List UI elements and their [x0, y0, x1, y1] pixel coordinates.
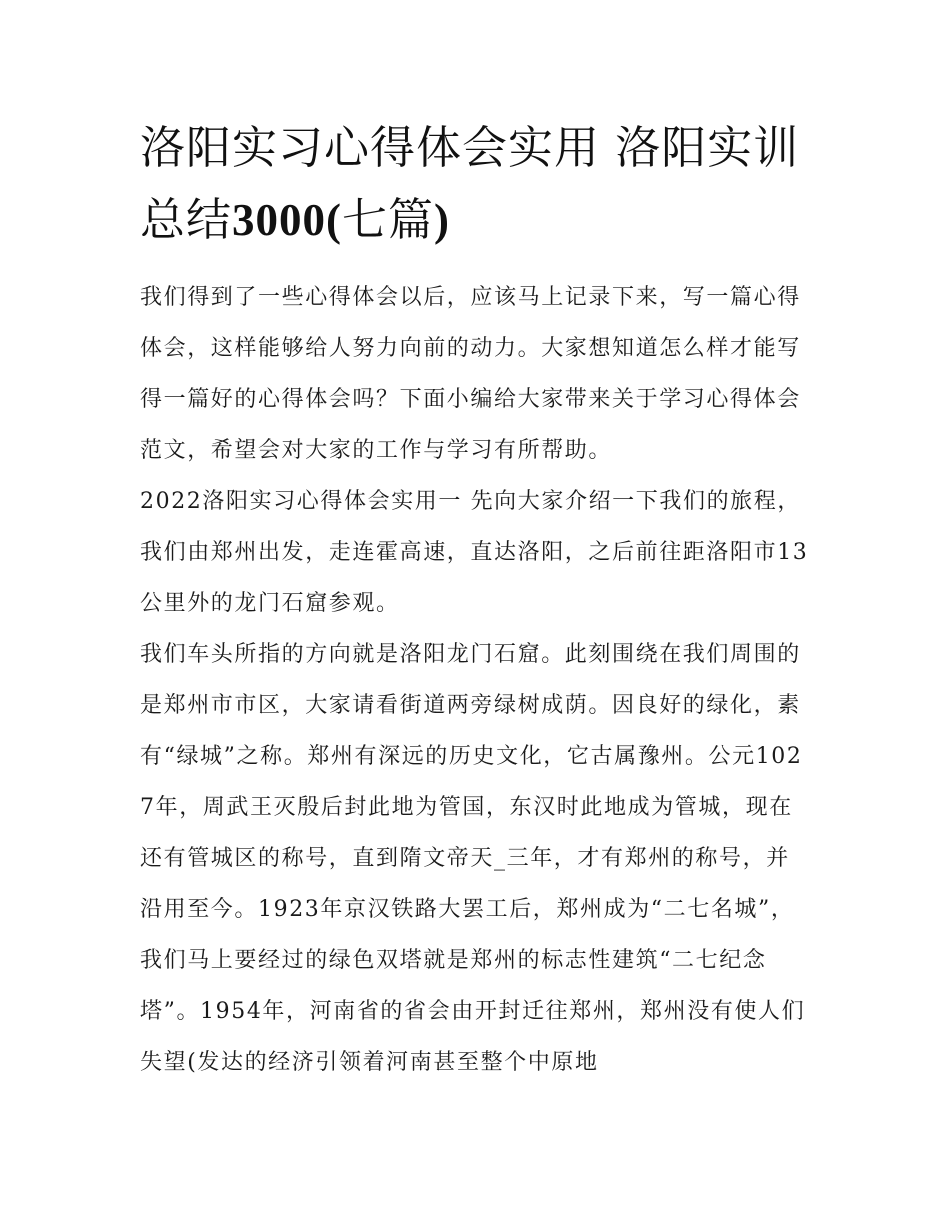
paragraph-itinerary: 2022洛阳实习心得体会实用一 先向大家介绍一下我们的旅程，我们由郑州出发，走连霍高速，直达洛阳，之后前往距洛阳市13公里外的龙门石窟参观。	[140, 489, 809, 616]
title-text: 洛阳实习心得体会实用 洛阳实训总结	[140, 121, 800, 246]
title-number: 3000(	[232, 195, 343, 245]
document-body	[140, 112, 812, 1088]
document-title	[140, 112, 812, 256]
title-count-text: 七篇	[342, 193, 435, 246]
paragraph-intro: 我们得到了一些心得体会以后，应该马上记录下来，写一篇心得体会，这样能够给人努力向前的动力。大家想知道怎么样才能写得一篇好的心得体会吗？下面小编给大家带来关于学习心得体会范文，希望会对大家的工作与学习有所帮助。	[140, 285, 801, 463]
paragraph-zhengzhou-history: 我们车头所指的方向就是洛阳龙门石窟。此刻围绕在我们周围的是郑州市市区，大家请看街道两旁绿树成荫。因良好的绿化，素有“绿城”之称。郑州有深远的历史文化，它古属豫州。公元1027年，周武王灭殷后封此地为管国，东汉时此地成为管城，现在还有管城区的称号，直到隋文帝天_三年，才有郑州的称号，并沿用至今。1923年京汉铁路大罢工后，郑州成为“二七名城”，我们马上要经过的绿色双塔就是郑州的标志性建筑“二七纪念塔”。1954年，河南省的省会由开封迁往郑州，郑州没有使人们失望(发达的经济引领着河南甚至整个中原地	[140, 642, 806, 1075]
title-close-paren: )	[434, 195, 451, 245]
